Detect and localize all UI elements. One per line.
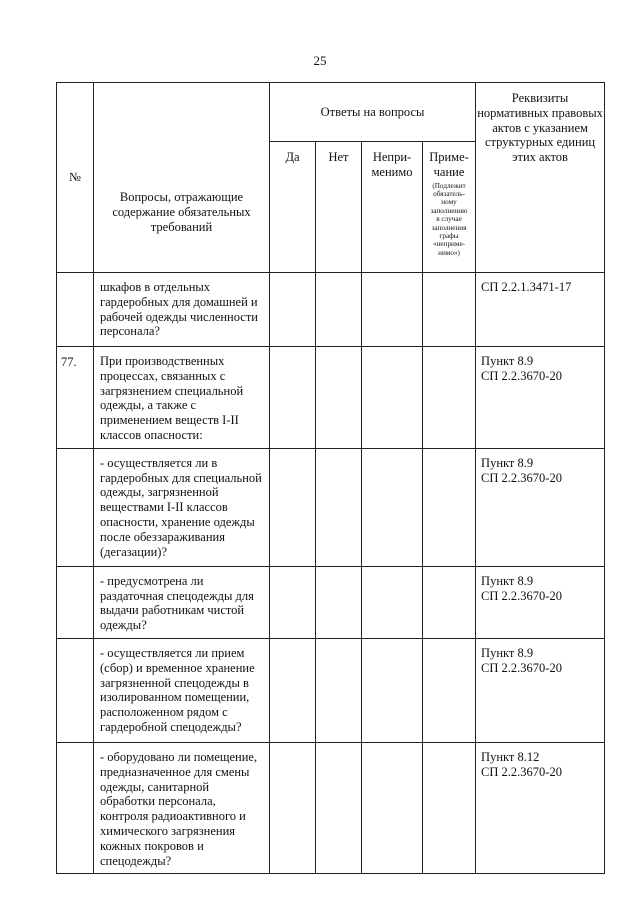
answer-no-cell[interactable] <box>316 742 362 873</box>
header-note-hint: (Подлежит обязатель- ному заполнению в случае заполнения графы «неприме- нимо») <box>430 181 468 257</box>
answer-not-applicable-cell[interactable] <box>362 273 423 347</box>
row-question: - предусмотрена ли раздаточная спецодежды для выдачи работникам чистой одежды? <box>94 566 270 638</box>
answer-yes-cell[interactable] <box>270 273 316 347</box>
row-requisites: Пункт 8.9 СП 2.2.3670-20 <box>476 448 605 566</box>
row-requisites: Пункт 8.9 СП 2.2.3670-20 <box>476 566 605 638</box>
answer-note-cell[interactable] <box>423 273 476 347</box>
row-number <box>57 273 94 347</box>
answer-yes-cell[interactable] <box>270 566 316 638</box>
header-no: Нет <box>316 142 362 273</box>
answer-not-applicable-cell[interactable] <box>362 566 423 638</box>
row-requisites: СП 2.2.1.3471-17 <box>476 273 605 347</box>
row-requisites: Пункт 8.9 СП 2.2.3670-20 <box>476 638 605 742</box>
answer-no-cell[interactable] <box>316 638 362 742</box>
answer-note-cell[interactable] <box>423 638 476 742</box>
answer-note-cell[interactable] <box>423 566 476 638</box>
answer-not-applicable-cell[interactable] <box>362 347 423 449</box>
row-number: 77. <box>57 347 94 449</box>
row-number <box>57 742 94 873</box>
row-number <box>57 638 94 742</box>
answer-no-cell[interactable] <box>316 448 362 566</box>
header-requisites: Реквизиты нормативных правовых актов с указанием структурных единиц этих актов <box>476 83 605 273</box>
answer-note-cell[interactable] <box>423 448 476 566</box>
page-number: 25 <box>313 53 327 68</box>
header-number: № <box>57 83 94 273</box>
answer-not-applicable-cell[interactable] <box>362 742 423 873</box>
answer-no-cell[interactable] <box>316 566 362 638</box>
header-not-applicable: Непри- менимо <box>362 142 423 273</box>
answer-yes-cell[interactable] <box>270 347 316 449</box>
row-question: - осуществляется ли в гардеробных для специальной одежды, загрязненной веществами I-II классов опасности, хранение одежды после обеззараживания (дегазации)? <box>94 448 270 566</box>
header-question: Вопросы, отражающие содержание обязательных требований <box>94 83 270 273</box>
table-row <box>57 273 605 347</box>
header-yes: Да <box>270 142 316 273</box>
row-question: - оборудовано ли помещение, предназначенное для смены одежды, санитарной обработки персонала, контроля радиоактивного и химического загрязнения кожных покровов и спецодежды? <box>94 742 270 873</box>
answer-note-cell[interactable] <box>423 742 476 873</box>
answer-no-cell[interactable] <box>316 273 362 347</box>
row-question: При производственных процессах, связанных с загрязнением специальной одежды, а также с применением веществ I-II классов опасности: <box>94 347 270 449</box>
answer-note-cell[interactable] <box>423 347 476 449</box>
row-requisites: Пункт 8.12 СП 2.2.3670-20 <box>476 742 605 873</box>
row-requisites: Пункт 8.9 СП 2.2.3670-20 <box>476 347 605 449</box>
answer-yes-cell[interactable] <box>270 638 316 742</box>
row-question: - осуществляется ли прием (сбор) и временное хранение загрязненной спецодежды в изолированном помещении, расположенном рядом с гардеробной спецодежды? <box>94 638 270 742</box>
row-question: шкафов в отдельных гардеробных для домашней и рабочей одежды численности персонала? <box>94 273 270 347</box>
header-note <box>423 142 476 273</box>
table-row <box>57 566 605 638</box>
header-note-label: Приме- чание <box>429 150 469 179</box>
answer-yes-cell[interactable] <box>270 448 316 566</box>
requirements-table <box>56 82 605 874</box>
answer-no-cell[interactable] <box>316 347 362 449</box>
answer-yes-cell[interactable] <box>270 742 316 873</box>
row-number <box>57 448 94 566</box>
answer-not-applicable-cell[interactable] <box>362 448 423 566</box>
row-number <box>57 566 94 638</box>
header-answers: Ответы на вопросы <box>270 83 476 142</box>
answer-not-applicable-cell[interactable] <box>362 638 423 742</box>
table-row <box>57 742 605 873</box>
table-row <box>57 347 605 449</box>
table-row <box>57 638 605 742</box>
table-row <box>57 448 605 566</box>
